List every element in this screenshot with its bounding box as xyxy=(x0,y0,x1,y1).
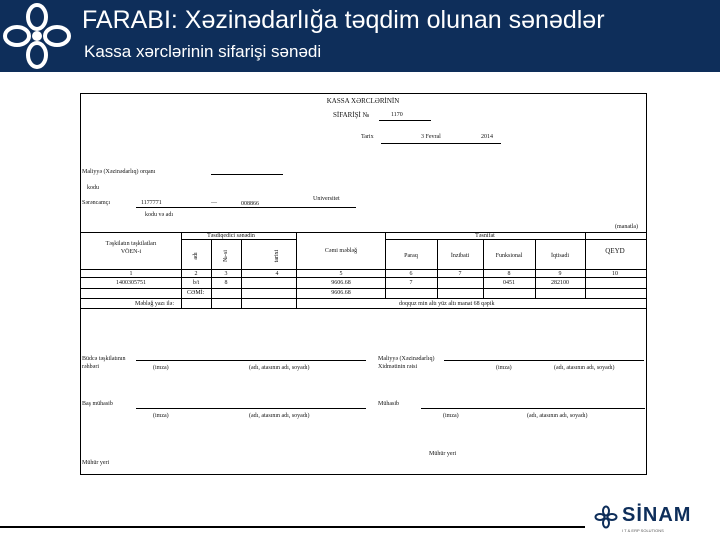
sign-hint: (imza) xyxy=(153,365,169,371)
row-doc-no: 8 xyxy=(224,280,228,286)
sign-treasury-label: Maliyyə (Xəzinədarlıq) Xidmətinin rəisi xyxy=(378,356,435,370)
col-header-note: QEYD xyxy=(605,247,625,255)
col-number: 9 xyxy=(558,271,562,277)
sign-clerk-line xyxy=(421,408,645,409)
col-number: 3 xyxy=(224,271,228,277)
stamp-place-right: Mühür yeri xyxy=(429,451,457,457)
col-header-voen: Təşkilatın təşkilatları VÖEN-i xyxy=(105,241,157,256)
row-doc-name: b/t xyxy=(192,280,200,286)
slide-header xyxy=(0,0,720,72)
sign-hint: (adı, atasının adı, soyadı) xyxy=(249,365,310,371)
order-number-underline xyxy=(379,120,431,121)
col-number: 2 xyxy=(194,271,198,277)
sign-hint: (imza) xyxy=(496,365,512,371)
payer-underline xyxy=(136,207,356,208)
amount-words-value: doqquz min altı yüz altı manat 68 qəpik xyxy=(399,301,495,307)
slide-subtitle: Kassa xərclərinin sifarişi sənədi xyxy=(84,42,322,61)
col-number: 5 xyxy=(339,271,343,277)
code-label: kodu xyxy=(87,185,99,191)
cash-expense-order-form xyxy=(80,93,647,475)
sign-hint: (adı, atasının adı, soyadı) xyxy=(554,365,615,371)
col-header-economic: İqtisadi xyxy=(551,253,569,259)
brand-name: SİNAM xyxy=(622,504,692,526)
payer-code: 1177771 xyxy=(141,200,162,206)
form-order-number: 1170 xyxy=(391,112,403,118)
col-header-paragraph: Paraq xyxy=(404,253,418,259)
farabi-logo-icon xyxy=(2,2,72,70)
sign-hint: (imza) xyxy=(153,413,169,419)
row-economic: 282100 xyxy=(551,280,569,286)
sign-hint: (adı, atasının adı, soyadı) xyxy=(249,413,310,419)
expense-table xyxy=(81,232,646,324)
date-year: 2014 xyxy=(481,134,493,140)
col-header-total: Cəmi məbləğ xyxy=(324,248,358,254)
sign-hint: (adı, atasının adı, soyadı) xyxy=(527,413,588,419)
footer-divider xyxy=(0,526,585,528)
col-header-doc-name: adı xyxy=(193,252,199,260)
date-day-month: 3 Fevral xyxy=(421,134,441,140)
amount-words-label: Məbləğ yazı ilə: xyxy=(135,301,174,307)
col-number: 8 xyxy=(507,271,511,277)
payer-number: 008866 xyxy=(241,201,259,207)
org-label: Maliyyə (Xəzinədarlıq) orqanı xyxy=(82,169,156,175)
org-underline xyxy=(211,174,283,175)
sum-label: CƏMİ: xyxy=(187,290,205,296)
row-paragraph: 7 xyxy=(409,280,413,286)
payer-name: Universitet xyxy=(313,196,340,202)
sign-head-label: Büdcə təşkilatının rəhbəri xyxy=(82,356,126,370)
col-header-admin: İnzibati xyxy=(450,253,470,259)
sign-treasury-line xyxy=(444,360,644,361)
sign-hint: (imza) xyxy=(443,413,459,419)
col-number: 7 xyxy=(458,271,462,277)
form-heading: KASSA XƏRCLƏRİNİN xyxy=(326,97,400,105)
sign-head-line xyxy=(136,360,366,361)
slide-title: FARABI: Xəzinədarlığa təqdim olunan sənədlər xyxy=(82,6,605,34)
col-number: 6 xyxy=(409,271,413,277)
row-voen: 1400305751 xyxy=(116,280,146,286)
date-underline xyxy=(381,143,501,144)
brand-tagline: I T & ERP SOLUTIONS xyxy=(622,528,664,533)
row-total: 9606.68 xyxy=(331,280,351,286)
sinam-logo-icon xyxy=(594,505,618,529)
stamp-place-left: Mühür yeri xyxy=(82,460,110,466)
col-number: 1 xyxy=(129,271,133,277)
code-name-label: kodu və adı xyxy=(145,212,173,218)
currency-note: (manatla) xyxy=(615,224,638,230)
col-header-functional: Funksional xyxy=(495,253,523,259)
col-header-breakdown: Təsnifat xyxy=(475,233,495,239)
col-header-doc-date: tarixi xyxy=(274,249,280,263)
col-header-doc-group: Təsdiqedici sənədin xyxy=(207,233,255,239)
sinam-brand xyxy=(594,502,714,536)
col-header-doc-no: №-si xyxy=(223,250,229,262)
sign-accountant-line xyxy=(136,408,366,409)
payer-dash: — xyxy=(211,200,217,206)
col-number: 4 xyxy=(275,271,279,277)
date-label: Tarix xyxy=(361,134,374,140)
form-order-label: SİFARİŞİ № xyxy=(333,111,370,119)
col-number: 10 xyxy=(612,271,618,277)
sum-value: 9606.68 xyxy=(331,290,351,296)
sign-accountant-label: Baş mühasib xyxy=(82,401,113,407)
row-functional: 0451 xyxy=(503,280,515,286)
payer-label: Sərəncamçı xyxy=(82,200,110,206)
sign-clerk-label: Mühasib xyxy=(378,401,399,407)
